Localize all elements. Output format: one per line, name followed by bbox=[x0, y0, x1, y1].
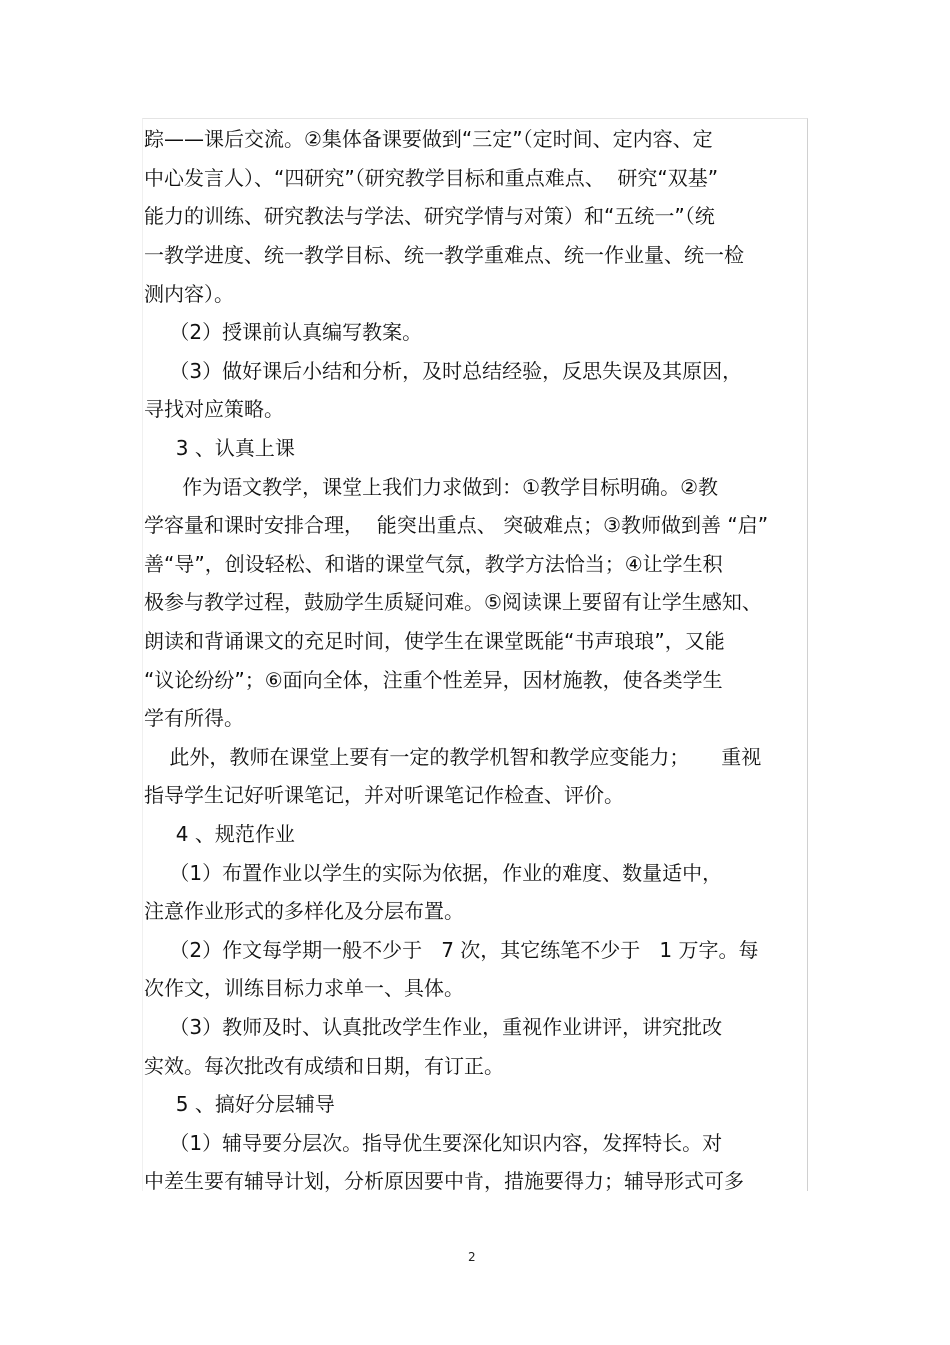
text-line: 测内容）。 bbox=[144, 282, 234, 306]
text-line: 作为语文教学，课堂上我们力求做到：①教学目标明确。②教 bbox=[144, 475, 719, 499]
text-line: 能力的训练、研究教法与学法、研究学情与对策）和“五统一”（统 bbox=[144, 204, 715, 228]
text-line: 次作文，训练目标力求单一、具体。 bbox=[144, 976, 464, 1000]
text-line: （2）授课前认真编写教案。 bbox=[144, 320, 423, 344]
text-line: 学有所得。 bbox=[144, 706, 244, 730]
text-line: （3）做好课后小结和分析，及时总结经验，反思失误及其原因， bbox=[144, 359, 743, 383]
text-line: 中差生要有辅导计划，分析原因要中肯，措施要得力；辅导形式可多 bbox=[144, 1169, 744, 1193]
text-line: 一教学进度、统一教学目标、统一教学重难点、统一作业量、统一检 bbox=[144, 243, 744, 267]
text-line: 指导学生记好听课笔记，并对听课笔记作检查、评价。 bbox=[144, 783, 624, 807]
text-line: 寻找对应策略。 bbox=[144, 397, 284, 421]
text-line: 中心发言人）、“四研究”（研究教学目标和重点难点、 研究“双基” bbox=[144, 166, 719, 190]
text-line: 注意作业形式的多样化及分层布置。 bbox=[144, 899, 464, 923]
text-line: 学容量和课时安排合理， 能突出重点、 突破难点；③教师做到善 “启” bbox=[144, 513, 769, 537]
section-heading: 3 、认真上课 bbox=[144, 436, 295, 460]
text-line: “议论纷纷”；⑥面向全体，注重个性差异，因材施教，使各类学生 bbox=[144, 668, 723, 692]
text-line: （3）教师及时、认真批改学生作业，重视作业讲评，讲究批改 bbox=[144, 1015, 723, 1039]
text-line: 踪——课后交流。②集体备课要做到“三定”（定时间、定内容、定 bbox=[144, 127, 713, 151]
text-line: 善“导”，创设轻松、和谐的课堂气氛，教学方法恰当；④让学生积 bbox=[144, 552, 723, 576]
text-line: 极参与教学过程，鼓励学生质疑问难。⑤阅读课上要留有让学生感知、 bbox=[144, 590, 762, 614]
text-line: （1）辅导要分层次。指导优生要深化知识内容，发挥特长。对 bbox=[144, 1131, 723, 1155]
page-number: 2 bbox=[468, 1250, 476, 1264]
text-line: 朗读和背诵课文的充足时间，使学生在课堂既能“书声琅琅”，又能 bbox=[144, 629, 725, 653]
text-line: （2）作文每学期一般不少于 7 次，其它练笔不少于 1 万字。每 bbox=[144, 938, 759, 962]
text-line: 此外，教师在课堂上要有一定的教学机智和教学应变能力； 重视 bbox=[144, 745, 762, 769]
section-heading: 4 、规范作业 bbox=[144, 822, 295, 846]
section-heading: 5 、搞好分层辅导 bbox=[144, 1092, 335, 1116]
text-line: （1）布置作业以学生的实际为依据，作业的难度、数量适中， bbox=[144, 861, 723, 885]
text-line: 实效。每次批改有成绩和日期，有订正。 bbox=[144, 1054, 504, 1078]
